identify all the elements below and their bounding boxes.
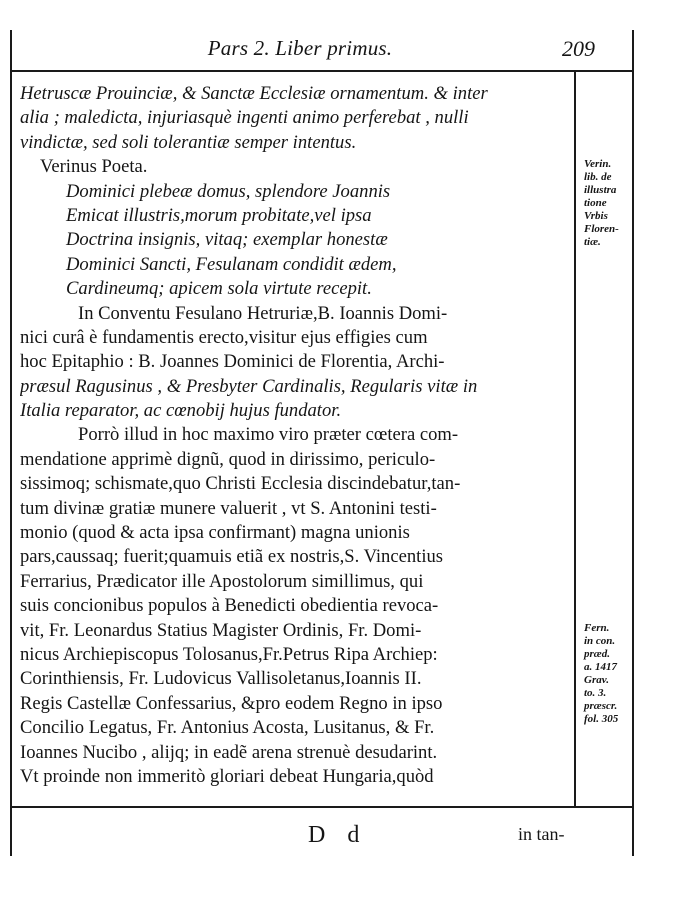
text-line: Ioannes Nucibo , alijq; in eadẽ arena strenuè desudarint. [20,741,438,763]
catchword: in tan- [518,824,565,844]
main-text-block [20,82,568,789]
text-line: Dominici plebeæ domus, splendore Joannis [66,180,391,202]
margin-note-line: præscr. [584,700,618,712]
text-line: Cardineumq; apicem sola virtute recepit. [66,278,372,300]
text-line: suis concionibus populos à Benedicti obedientia revoca- [20,595,439,617]
text-line: mendatione apprimè dignũ, quod in dirissimo, periculo- [20,448,436,470]
text-line: Ferrarius, Prædicator ille Apostolorum simillimus, qui [20,570,424,592]
text-line: nici curâ è fundamentis erecto,visitur ejus effigies cum [20,326,428,348]
page-frame-right [632,30,634,856]
margin-note-line: fol. 305 [584,713,619,725]
text-line: Corinthiensis, Fr. Ludovicus Vallisoletanus,Ioannis II. [20,668,422,690]
margin-note-line: illustra [584,184,617,196]
margin-note-fernandez [584,622,628,726]
text-line: tum divinæ gratiæ munere valuerit , vt S. Antonini testi- [20,497,437,519]
text-line: vindictæ, sed soli tolerantiæ semper intentus. [20,131,357,153]
text-line: Emicat illustris,morum probitate,vel ipsa [66,204,372,226]
margin-note-line: a. 1417 [584,661,617,673]
margin-note-verinus [584,158,628,249]
signature-mark: D d [308,822,368,848]
margin-column-rule [574,72,576,806]
text-line: In Conventu Fesulano Hetruriæ,B. Ioannis Domi- [78,302,448,324]
margin-note-line: Verin. [584,158,612,170]
page-header [0,36,687,66]
text-line: pars,caussaq; fuerit;quamuis etiã ex nostris,S. Vincentius [20,546,444,568]
text-line: Dominici Sancti, Fesulanam condidit ædem, [66,253,397,275]
text-line: Vt proinde non immeritò gloriari debeat Hungaria,quòd [20,765,434,787]
margin-note-line: præd. [584,648,610,660]
text-line: monio (quod & acta ipsa confirmant) magna unionis [20,522,410,544]
text-line: Doctrina insignis, vitaq; exemplar honestæ [66,229,388,251]
text-line: Regis Castellæ Confessarius, &pro eodem Regno in ipso [20,692,443,714]
text-line: Verinus Poeta. [40,156,148,178]
text-line: nicus Archiepiscopus Tolosanus,Fr.Petrus Ripa Archiep: [20,643,438,665]
page-frame-left [10,30,12,856]
margin-note-line: Floren- [584,223,619,235]
margin-note-line: lib. de [584,171,612,183]
margin-note-line: Vrbis [584,210,608,222]
text-line: Hetruscæ Prouinciæ, & Sanctæ Ecclesiæ ornamentum. & inter [20,83,488,104]
text-line: Concilio Legatus, Fr. Antonius Acosta, Lusitanus, & Fr. [20,717,435,739]
margin-note-line: tiæ. [584,236,601,248]
margin-note-line: to. 3. [584,687,607,699]
text-line: alia ; maledicta, injuriasquè ingenti animo perferebat , nulli [20,107,469,129]
text-line: sissimoq; schismate,quo Christi Ecclesia discindebatur,tan- [20,473,461,495]
running-title: Pars 2. Liber primus. [207,36,393,60]
margin-note-line: Grav. [584,674,609,686]
text-line: hoc Epitaphio : B. Joannes Dominici de Florentia, Archi- [20,351,445,373]
text-line: præsul Ragusinus , & Presbyter Cardinalis, Regularis vitæ in [20,375,478,397]
text-line: vit, Fr. Leonardus Statius Magister Ordinis, Fr. Domi- [20,619,422,641]
header-rule [10,70,634,72]
footer-rule [10,806,634,808]
margin-note-line: in con. [584,635,616,647]
page-number: 209 [562,36,595,61]
text-line: Porrò illud in hoc maximo viro præter cœtera com- [78,424,459,446]
margin-note-line: tione [584,197,607,209]
text-line: Italia reparator, ac cœnobij hujus fundator. [20,400,342,422]
margin-note-line: Fern. [584,622,610,634]
